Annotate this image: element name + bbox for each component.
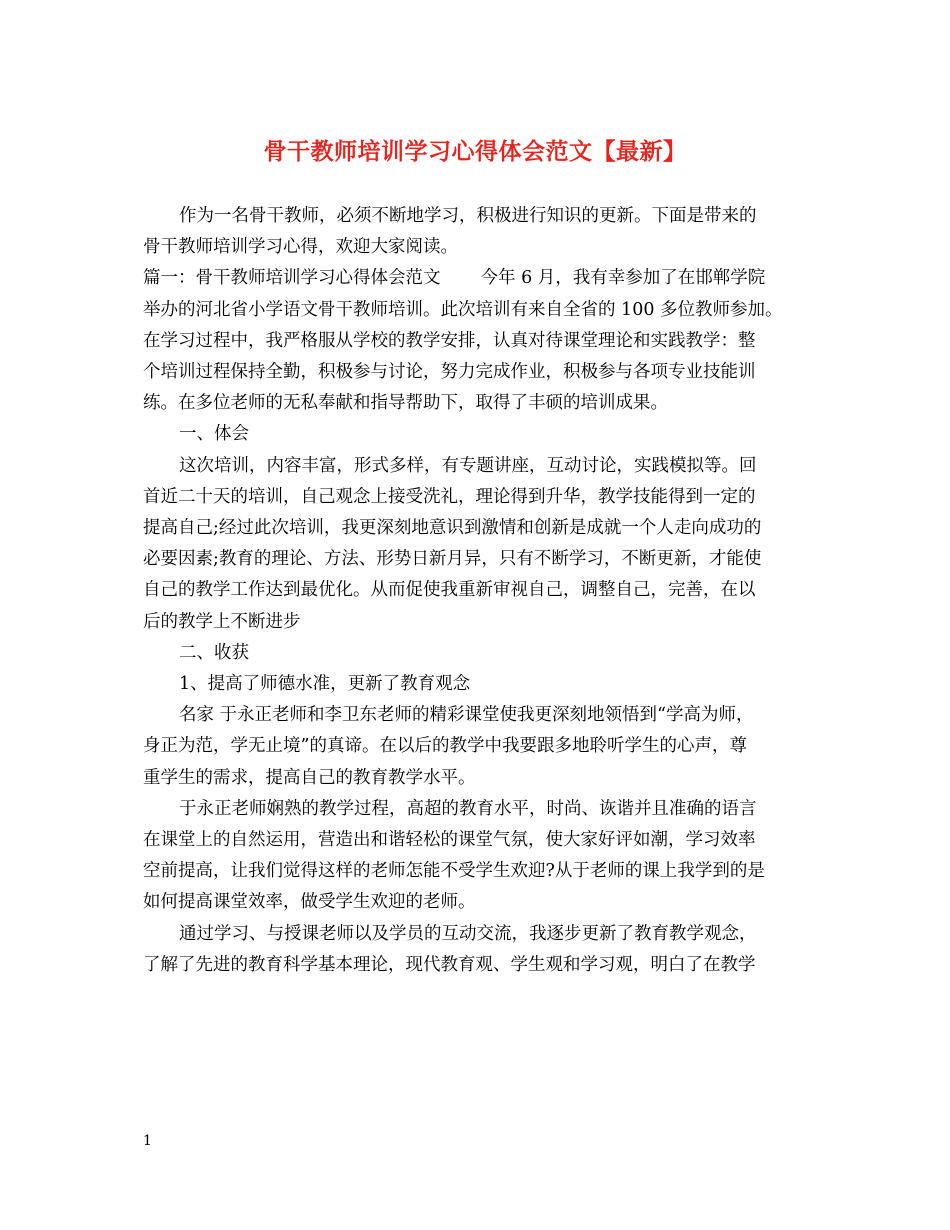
part-two-heading <box>143 638 833 669</box>
section-one-paragraph <box>143 263 833 419</box>
text-line: 练。在多位老师的无私奉献和指导帮助下，取得了丰硕的培训成果。 <box>143 393 668 414</box>
document-title: 骨干教师培训学习心得体会范文【最新】 <box>263 138 687 165</box>
heading-text: 一、体会 <box>179 424 249 445</box>
text-line: 在学习过程中，我严格服从学校的教学安排，认真对待课堂理论和实践教学：整 <box>143 330 756 351</box>
text-line: 自己的教学工作达到最优化。从而促使我重新审视自己，调整自己，完善，在以 <box>143 580 756 601</box>
text-line: 这次培训，内容丰富，形式多样，有专题讲座，互动讨论，实践模拟等。回 <box>179 455 757 476</box>
section-one-heading: 篇一：骨干教师培训学习心得体会范文 <box>143 268 441 289</box>
intro-paragraph <box>143 201 833 263</box>
page-number: 1 <box>143 1133 152 1149</box>
text-line: 提高自己;经过此次培训，我更深刻地意识到激情和创新是成就一个人走向成功的 <box>143 518 762 539</box>
text-line: 空前提高，让我们觉得这样的老师怎能不受学生欢迎?从于老师的课上我学到的是 <box>143 861 765 882</box>
text-line: 骨干教师培训学习心得，欢迎大家阅读。 <box>143 237 458 258</box>
text-line: 在课堂上的自然运用，营造出和谐轻松的课堂气氛，使大家好评如潮，学习效率 <box>143 830 756 851</box>
part-two-paragraph-2 <box>143 794 833 919</box>
text-line: 了解了先进的教育科学基本理论，现代教育观、学生观和学习观，明白了在教学 <box>143 954 756 975</box>
text-line: 举办的河北省小学语文骨干教师培训。此次培训有来自全省的 100 多位教师参加。 <box>143 299 783 320</box>
part-one-heading <box>143 419 833 450</box>
text-line: 身正为范，学无止境”的真谛。在以后的教学中我要跟多地聆听学生的心声，尊 <box>143 736 747 757</box>
text-line: 后的教学上不断进步 <box>143 611 301 632</box>
text-line: 如何提高课堂效率，做受学生欢迎的老师。 <box>143 892 476 913</box>
text-line: 作为一名骨干教师，必须不断地学习，积极进行知识的更新。下面是带来的 <box>179 206 757 226</box>
text-line: 个培训过程保持全勤，积极参与讨论，努力完成作业，积极参与各项专业技能训 <box>143 362 756 383</box>
text-line: 今年 6 月，我有幸参加了在邯郸学院 <box>480 268 766 289</box>
document-body <box>143 201 833 981</box>
part-one-paragraph <box>143 451 833 638</box>
text-line: 重学生的需求，提高自己的教育教学水平。 <box>143 767 476 788</box>
text-line: 于永正老师娴熟的教学过程，高超的教育水平，时尚、诙谐并且准确的语言 <box>179 798 757 819</box>
heading-text: 二、收获 <box>179 642 249 663</box>
part-two-paragraph-1 <box>143 700 833 794</box>
part-two-subheading <box>143 669 833 700</box>
text-line: 首近二十天的培训，自己观念上接受洗礼，理论得到升华，教学技能得到一定的 <box>143 486 756 507</box>
text-line: 必要因素;教育的理论、方法、形势日新月异，只有不断学习，不断更新，才能使 <box>143 549 762 570</box>
subheading-text: 1、提高了师德水准，更新了教育观念 <box>179 674 471 695</box>
part-two-paragraph-3 <box>143 919 833 981</box>
text-line: 名家 于永正老师和李卫东老师的精彩课堂使我更深刻地领悟到“学高为师， <box>179 705 754 726</box>
text-line: 通过学习、与授课老师以及学员的互动交流，我逐步更新了教育教学观念， <box>179 923 757 944</box>
section-one-first-line <box>143 263 833 294</box>
